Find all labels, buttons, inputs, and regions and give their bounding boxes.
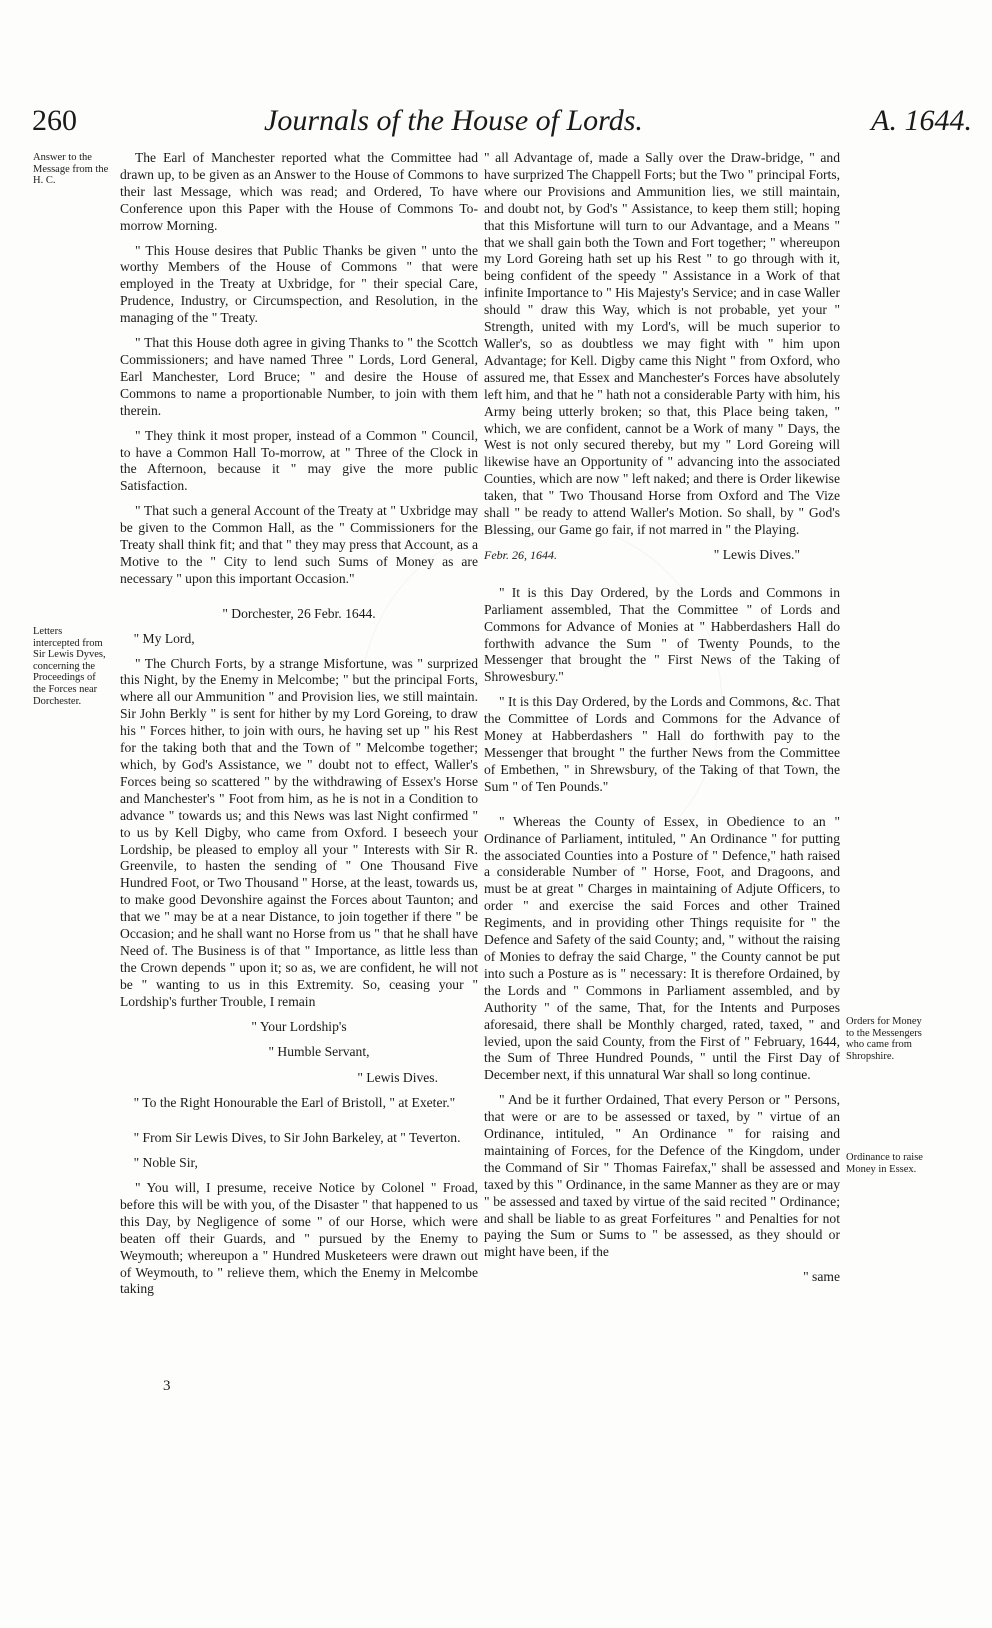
paragraph: " This House desires that Public Thanks be given " unto the worthy Members of the House of Commons " that were employed in the Treaty at Uxbridge, for " their special Care, Prudence, Industry, or Circumspection, and Resolution, in the managing of the " Treaty.: [120, 242, 478, 326]
paragraph: " Whereas the County of Essex, in Obedience to an " Ordinance of Parliament, intituled, " An Ordinance " for putting the associated Counties into a Posture of " Defence," hath raised a considerable Number of " Horse, Foot, and Dragoons, and must be at great " Charges in maintaining of Adjute Officers, to order " and exercise the said Forces and other Trained Regiments, and in providing other Things requisite for " the Defence and Safety of the said County; and, " without the raising of Monies to defray the said Charge, " the County cannot be put into such a Posture as is " necessary: It is therefore Ordained, by the Lords and " Commons in Parliament assembled, and by Authority " of the same, That, for the Intents and Purposes aforesaid, there shall be Monthly charged, rated, taxed, " and levied, upon the said County, from the First of " February, 1644, the Sum of Three Hundred Pounds, " until the First Day of December next, if this unnatural War shall so long continue.: [484, 813, 840, 1083]
paragraph: " And be it further Ordained, That every Person or " Persons, that were or are to be assessed or taxed, by " virtue of an Ordinance, intituled, " An Ordinance " for raising and maintaining of Forces, for the Defence of the Kingdom, under the Command of Sir " Thomas Fairefax," shall be assessed and taxed by this " Ordinance, in the same Manner as they are or may " be assessed and taxed by virtue of the said recited " Ordinance; and shall be liable to as great Forfeitures " and Penalties for not paying the Sum or Sums to " be assessed, as they should or might have been, if the: [484, 1092, 840, 1260]
margin-note-ordinance: Ordinance to raise Money in Essex.: [846, 1152, 923, 1175]
paragraph: " They think it most proper, instead of a Common " Council, to have a Common Hall To-morrow, at " Three of the Clock in the Afternoon, because it " may give the more public Satisfaction.: [120, 427, 478, 494]
margin-note-letters: Letters intercepted from Sir Lewis Dyves, concerning the Proceedings of the Forces near Dorchester.: [33, 626, 106, 707]
margin-note-orders: Orders for Money to the Messengers who came from Shropshire.: [846, 1016, 922, 1062]
letter-salutation: " My Lord,: [133, 630, 195, 646]
paragraph: " That such a general Account of the Treaty at " Uxbridge may be given to the Common Hall, as the " Commissioners for the Treaty shall think fit; and that " they may press that Account, as a Motive to the " City to lend such Sums of Money as are necessary " upon this important Occasion.": [120, 503, 478, 586]
paragraph: The Earl of Manchester reported what the Committee had drawn up, to be given as an Answer to the House of Commons to their last Message, which was read; and Ordered, To have Conference upon this Paper with the House of Commons To-morrow Morning.: [120, 150, 478, 233]
right-column: [484, 150, 840, 1294]
letter-closing: " Your Lordship's: [251, 1018, 347, 1034]
letter-address: " To the Right Honourable the Earl of Bristoll, " at Exeter.": [133, 1095, 456, 1111]
letter-heading: " From Sir Lewis Dives, to Sir John Barkeley, at " Teverton.: [133, 1130, 461, 1146]
left-column: [120, 150, 478, 1306]
paragraph: " all Advantage of, made a Sally over the Draw-bridge, " and have surprized The Chappell Forts; but the Two " principal Forts, where our Provisions and Ammunition lies, we still maintain, and doubt not, by God's " Assistance, to keep them still; hoping that this Misfortune will turn to our Advantage, and a Means " that we shall gain both the Town and Fort together; " whereupon my Lord Goreing hath set up his Rest " to go through with it, being confident of the speedy " Assistance in a Work of that infinite Importance to " His Majesty's Service; and in case Waller should " draw this Way, which is not probable, yet your " Strength, united with my Lord's, will be much superior to Waller's, so as doubtless we may fight with " him upon Advantage; for Kell. Digby came this Night " from Oxford, who assured me, that Essex and Manchester's Forces have absolutely left him, and that he " hath not a considerable Party with him, his Army being utterly broken; so that, this Place being taken, " which, we are confident, cannot be a Work of many " Days, the West is not only secured thereby, but my " Lord Goreing will likewise have an Opportunity of " advancing into the associated Counties, which are now " left naked; and there is Order likewise taken, that " Two Thousand Horse from Oxford and The Vize shall " be ready to attend Waller's Motion. So shall, by " God's Blessing, our Game go fair, if not marred in " the Playing.: [484, 150, 840, 537]
letter-signature: " Lewis Dives.": [713, 546, 800, 562]
page-number: 260: [32, 104, 77, 137]
running-header: [32, 104, 972, 144]
signature-mark: 3: [163, 1378, 171, 1394]
letter-footer: [484, 547, 840, 567]
letter-closing: " Humble Servant,: [268, 1043, 370, 1059]
paragraph: " The Church Forts, by a strange Misfortune, was " surprized this Night, by the Enemy in Melcombe; " but the principal Forts, where all our Ammunition " and Provision lies, we still maintain. Sir John Berkly " is sent for hither by my Lord Goreing, to draw his " Forces hither, to join with ours, he having set up " his Rest for the taking both that and the Town of " Melcombe together; which, by God's Assistance, we " doubt not to effect, Waller's Forces being so scattered " by the withdrawing of Essex's Horse and Manchester's " Foot from him, as he is not in a Condition to advance " towards us; and this News was last Night confirmed " to us by Kell Digby, who came from Oxford. I beseech your Lordship, be pleased to employ all your " Interests with Sir R. Greenvile, to hasten the sending of " One Thousand Five Hundred Foot, or Two Thousand " Horse, at the least, towards us, to make good Devonshire against the Forces about Taunton; and that we " may be at a near Distance, to join together if there " be Occasion; and he shall want no Horse from us " that he shall have Need of. The Business is of that " Importance, as little less than the Crown depends " upon it; so as, we are confident, he will not be " wanting to us in this Extremity. So, ceasing your " Lordship's further Trouble, I remain: [120, 655, 478, 1009]
catchword: " same: [803, 1269, 840, 1285]
paragraph: " That this House doth agree in giving Thanks to " the Scottch Commissioners; and have named Three " Lords, Lord General, Earl Manchester, Lord Bruce; " and desire the House of Commons to name a proportionable Number, to join with them therein.: [120, 335, 478, 418]
letter-signature: " Lewis Dives.: [357, 1070, 438, 1086]
letter-salutation: " Noble Sir,: [133, 1155, 198, 1171]
paragraph: " You will, I presume, receive Notice by Colonel " Froad, before this will be with you, of the Disaster " that happened to us this Day, by Negligence of some " of our Horse, which were beaten off their Guards, and " pursued by the Enemy to Weymouth; whereupon a " Hundred Musketeers were drawn out of Weymouth, to " relieve them, which the Enemy in Melcombe taking: [120, 1180, 478, 1297]
running-title: Journals of the House of Lords.: [264, 104, 643, 137]
running-year: A. 1644.: [871, 104, 972, 137]
letter-dateline: " Dorchester, 26 Febr. 1644.: [222, 605, 376, 621]
letter-date: Febr. 26, 1644.: [484, 547, 557, 562]
paragraph: " It is this Day Ordered, by the Lords and Commons in Parliament assembled, That the Committee " of Lords and Commons for Advance of Monies at " Habberdashers Hall do forthwith advance the Sum " of Twenty Pounds, to the Messenger that brought the " First News of the Taking of Shrowesbury.": [484, 584, 840, 685]
margin-note-answer: Answer to the Message from the H. C.: [33, 152, 109, 187]
paragraph: " It is this Day Ordered, by the Lords and Commons, &c. That the Committee of Lords and Commons for the Advance of Money at Habberdashers " Hall do forthwith pay to the Messenger that brought " the further News from the Committee of Embethen, " in Shrewsbury, of the Taking of that Town, the Sum " of Ten Pounds.": [484, 694, 840, 794]
